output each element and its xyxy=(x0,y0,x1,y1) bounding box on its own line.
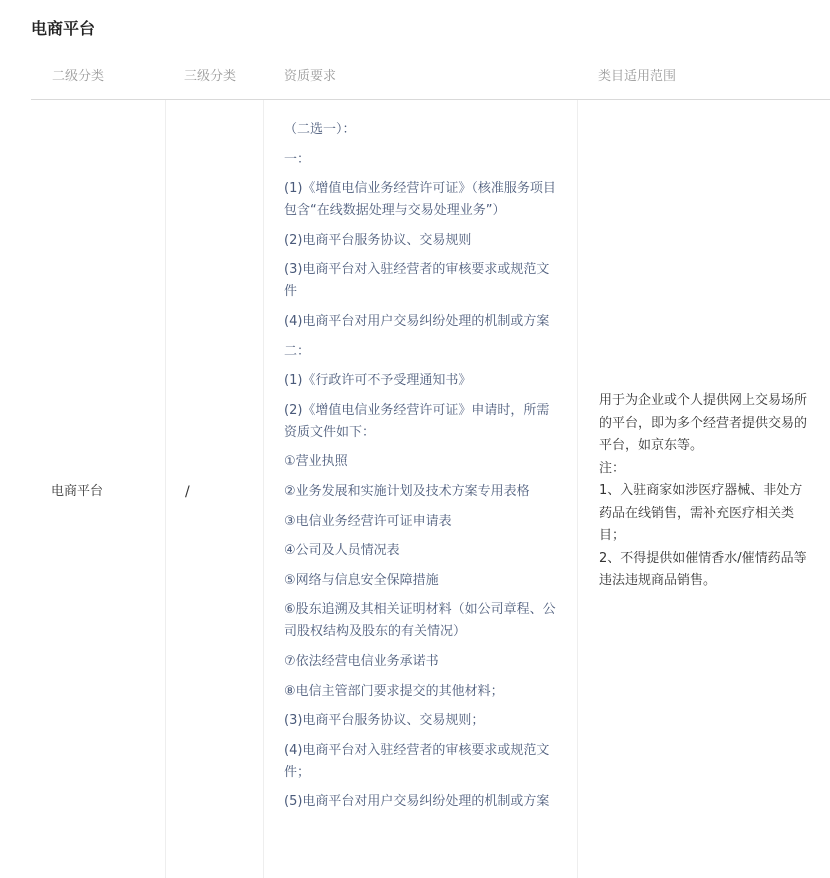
requirement-item: (5)电商平台对用户交易纠纷处理的机制或方案 xyxy=(284,794,550,810)
requirement-item: 二： xyxy=(284,343,311,359)
requirement-item: (2)电商平台服务协议、交易规则 xyxy=(284,232,472,248)
header-scope: 类目适用范围 xyxy=(598,69,677,84)
header-level2: 二级分类 xyxy=(52,69,105,84)
table-header xyxy=(31,60,830,100)
cell-level3: / xyxy=(185,484,190,500)
scope-description xyxy=(599,390,809,593)
cell-level2: 电商平台 xyxy=(51,484,104,499)
header-level3: 三级分类 xyxy=(184,69,237,84)
requirement-item: ⑥股东追溯及其相关证明材料（如公司章程、公司股权结构及股东的有关情况） xyxy=(284,602,556,640)
header-requirements: 资质要求 xyxy=(284,69,337,84)
column-divider xyxy=(165,100,166,878)
requirement-item: ①营业执照 xyxy=(284,454,348,470)
scope-paragraph: 2、不得提供如催情香水/催情药品等违法违规商品销售。 xyxy=(599,550,807,588)
requirement-item: ③电信业务经营许可证申请表 xyxy=(284,513,452,529)
requirement-item: ④公司及人员情况表 xyxy=(284,543,400,559)
requirement-item: ⑦依法经营电信业务承诺书 xyxy=(284,653,439,669)
requirement-item: (2)《增值电信业务经营许可证》申请时，所需资质文件如下： xyxy=(284,402,550,440)
column-divider xyxy=(263,100,264,878)
requirement-item: ⑧电信主管部门要求提交的其他材料； xyxy=(284,683,504,699)
column-divider xyxy=(577,100,578,878)
scope-note-label: 注： xyxy=(599,460,626,476)
scope-paragraph: 用于为企业或个人提供网上交易场所的平台，即为多个经营者提供交易的平台，如京东等。 xyxy=(599,393,808,453)
requirement-item: ②业务发展和实施计划及技术方案专用表格 xyxy=(284,483,530,499)
scope-paragraph: 1、入驻商家如涉医疗器械、非处方药品在线销售，需补充医疗相关类目； xyxy=(599,483,803,543)
page-title: 电商平台 xyxy=(31,19,96,38)
requirement-item: (4)电商平台对入驻经营者的审核要求或规范文件； xyxy=(284,742,550,780)
requirement-item: (3)电商平台服务协议、交易规则； xyxy=(284,713,485,729)
requirements-list xyxy=(284,119,562,821)
requirement-item: （二选一）： xyxy=(284,122,356,137)
requirement-item: (3)电商平台对入驻经营者的审核要求或规范文件 xyxy=(284,262,550,300)
requirement-item: (1)《行政许可不予受理通知书》 xyxy=(284,373,472,389)
requirement-item: 一： xyxy=(284,151,311,167)
requirement-item: ⑤网络与信息安全保障措施 xyxy=(284,572,439,588)
requirement-item: (1)《增值电信业务经营许可证》（核准服务项目包含“在线数据处理与交易处理业务”） xyxy=(284,181,556,219)
requirement-item: (4)电商平台对用户交易纠纷处理的机制或方案 xyxy=(284,313,550,329)
